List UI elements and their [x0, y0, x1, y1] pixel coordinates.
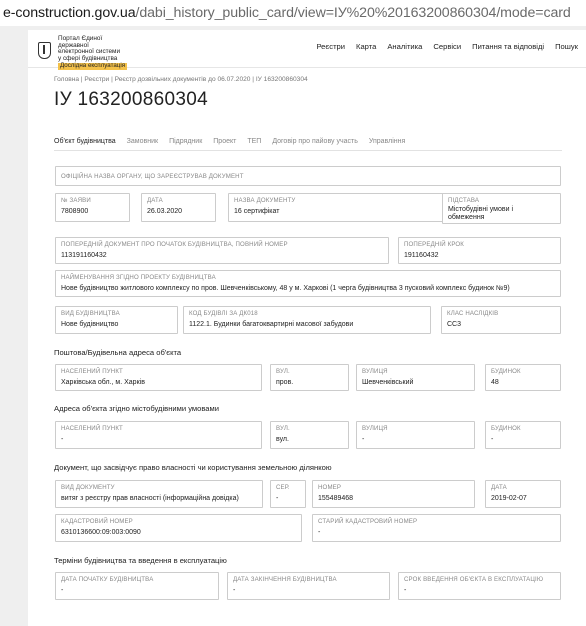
- section-title-address-urban: Адреса об'єкта згідно містобудівними умовами: [54, 404, 219, 413]
- locality-field: [55, 364, 262, 391]
- field-label: ПОПЕРЕДНІЙ ДОКУМЕНТ ПРО ПОЧАТОК БУДІВНИЦТВА, ПОВНИЙ НОМЕР: [61, 241, 288, 248]
- field-value: Харківська обл., м. Харків: [61, 379, 145, 386]
- field-label: ОФІЦІЙНА НАЗВА ОРГАНУ, ЩО ЗАРЕЄСТРУВАВ ДОКУМЕНТ: [61, 173, 244, 180]
- field-label: БУДИНОК: [491, 425, 521, 432]
- nav-search[interactable]: Пошук: [555, 42, 578, 51]
- tab-contractor[interactable]: Підрядник: [169, 138, 203, 145]
- field-label: ДАТА ПОЧАТКУ БУДІВНИЦТВА: [61, 576, 154, 583]
- page-title: ІУ 163200860304: [54, 89, 208, 110]
- field-value: витяг з реєстру прав власності (інформаційна довідка): [61, 495, 239, 502]
- ownership-date-field: [485, 480, 561, 508]
- tab-object[interactable]: Об'єкт будівництва: [54, 138, 116, 151]
- field-value: 155489468: [318, 495, 354, 502]
- tab-customer[interactable]: Замовник: [126, 138, 159, 145]
- field-value: СС3: [447, 321, 462, 328]
- field-label: КОД БУДІВЛІ ЗА ДК018: [189, 310, 258, 317]
- street-field: [356, 421, 475, 449]
- field-value: -: [318, 529, 321, 536]
- field-value: 48: [491, 379, 499, 386]
- field-label: ВИД ДОКУМЕНТУ: [61, 484, 115, 491]
- field-value: -: [362, 436, 365, 443]
- field-label: ДАТА ЗАКІНЧЕННЯ БУДІВНИЦТВА: [233, 576, 337, 583]
- field-label: СТАРИЙ КАДАСТРОВИЙ НОМЕР: [318, 518, 418, 525]
- previous-document-field: [55, 237, 389, 264]
- breadcrumb[interactable]: Головна | Реєстри | Реєстр дозвільних документів до 06.07.2020 | ІУ 163200860304: [54, 76, 308, 83]
- tab-share-agreement[interactable]: Договір про пайову участь: [272, 138, 358, 145]
- field-value: пров.: [276, 379, 294, 386]
- main-nav: [316, 42, 578, 51]
- house-field: [485, 364, 561, 391]
- field-label: ВУЛИЦЯ: [362, 425, 388, 432]
- logo-line: електронної системи: [58, 48, 121, 56]
- cadastral-number-field: [55, 514, 302, 542]
- tabs-divider: [54, 150, 562, 151]
- site-header: [28, 30, 586, 68]
- url-path: /dabi_history_public_card/view=ІУ%20%20163200860304/mode=card: [135, 5, 571, 21]
- section-title-ownership: Документ, що засвідчує право власності чи користування земельною ділянкою: [54, 463, 332, 472]
- project-name-field: [55, 270, 561, 297]
- field-label: ДАТА: [491, 484, 507, 491]
- street-type-field: [270, 364, 349, 391]
- logo-text: [58, 36, 138, 70]
- nav-registries[interactable]: Реєстри: [316, 42, 346, 51]
- field-value: -: [491, 436, 494, 443]
- field-label: НАЙМЕНУВАННЯ ЗГІДНО ПРОЕКТУ БУДІВНИЦТВА: [61, 274, 216, 281]
- url-host: e-construction.gov.ua: [3, 5, 136, 21]
- logo-line: Портал Єдиної: [58, 35, 103, 42]
- field-label: СРОК ВВЕДЕННЯ ОБ'ЄКТА В ЕКСПЛУАТАЦІЮ: [404, 576, 544, 583]
- document-name-field: [228, 193, 459, 222]
- trident-icon: [38, 42, 51, 59]
- field-label: ВУЛИЦЯ: [362, 368, 388, 375]
- construction-end-date-field: [227, 572, 390, 600]
- field-label: НАСЕЛЕНИЙ ПУНКТ: [61, 368, 123, 375]
- field-label: ПІДСТАВА: [448, 197, 480, 204]
- field-label: № ЗАЯВИ: [61, 197, 91, 204]
- previous-step-field: [398, 237, 561, 264]
- field-label: НАЗВА ДОКУМЕНТУ: [234, 197, 296, 204]
- application-number-field: [55, 193, 130, 222]
- field-value: Нове будівництво житлового комплексу по пров. Шевченківському, 48 у м. Харкові (1 черга будівництва 3 пусковий комплекс будинок №9): [61, 285, 510, 292]
- field-label: ПОПЕРЕДНІЙ КРОК: [404, 241, 465, 248]
- commissioning-date-field: [398, 572, 561, 600]
- field-value: 191160432: [404, 252, 439, 259]
- nav-map[interactable]: Карта: [356, 42, 377, 51]
- construction-start-date-field: [55, 572, 219, 600]
- field-label: ВУЛ.: [276, 368, 290, 375]
- document-type-field: [55, 480, 263, 508]
- field-value: 7808900: [61, 208, 89, 215]
- field-value: -: [233, 587, 236, 594]
- field-label: БУДИНОК: [491, 368, 521, 375]
- nav-faq[interactable]: Питання та відповіді: [472, 42, 545, 51]
- field-value: Містобудівні умови і обмеження: [448, 206, 514, 221]
- field-label: ВУЛ.: [276, 425, 290, 432]
- nav-services[interactable]: Сервіси: [433, 42, 462, 51]
- field-value: 113191160432: [61, 252, 107, 259]
- beta-badge: Дослідна експлуатація: [60, 62, 126, 70]
- series-field: [270, 480, 306, 508]
- tab-project[interactable]: Проект: [213, 138, 237, 145]
- construction-type-field: [55, 306, 178, 334]
- field-label: КАДАСТРОВИЙ НОМЕР: [61, 518, 133, 525]
- nav-analytics[interactable]: Аналітика: [387, 42, 423, 51]
- street-type-field: [270, 421, 349, 449]
- consequence-class-field: [441, 306, 561, 334]
- section-title-terms: Терміни будівництва та введення в експлуатацію: [54, 556, 227, 565]
- field-value: -: [276, 495, 279, 502]
- section-title-address: Поштова/Будівельна адреса об'єкта: [54, 348, 182, 357]
- old-cadastral-number-field: [312, 514, 561, 542]
- tab-tep[interactable]: ТЕП: [247, 138, 262, 145]
- field-value: -: [61, 436, 64, 443]
- number-field: [312, 480, 475, 508]
- field-value: -: [404, 587, 407, 594]
- field-label: ДАТА: [147, 197, 163, 204]
- field-label: НАСЕЛЕНИЙ ПУНКТ: [61, 425, 123, 432]
- page: [28, 30, 586, 626]
- field-label: СЕР.: [276, 484, 290, 491]
- field-value: вул.: [276, 436, 289, 443]
- field-value: 1122.1. Будинки багатоквартирні масової забудови: [189, 321, 354, 328]
- field-value: 16 сертифікат: [234, 208, 280, 215]
- house-field: [485, 421, 561, 449]
- locality-field: [55, 421, 262, 449]
- field-value: 2019-02-07: [491, 495, 527, 502]
- field-value: 26.03.2020: [147, 208, 183, 215]
- date-field: [141, 193, 216, 222]
- field-value: 6310136600:09:003:0090: [61, 529, 141, 536]
- field-value: Шевченківський: [362, 379, 414, 386]
- field-value: Нове будівництво: [61, 321, 119, 328]
- official-name-field: [55, 166, 561, 186]
- address-bar[interactable]: [0, 0, 586, 26]
- dk018-code-field: [183, 306, 431, 334]
- field-value: -: [61, 587, 64, 594]
- street-field: [356, 364, 475, 391]
- field-label: НОМЕР: [318, 484, 342, 491]
- field-label: ВИД БУДІВНИЦТВА: [61, 310, 120, 317]
- basis-field: [442, 193, 561, 224]
- logo-line: у сфері будівництва: [58, 54, 118, 62]
- tab-management[interactable]: Управління: [368, 138, 406, 145]
- logo-line: державної: [58, 41, 89, 49]
- field-label: КЛАС НАСЛІДКІВ: [447, 310, 499, 317]
